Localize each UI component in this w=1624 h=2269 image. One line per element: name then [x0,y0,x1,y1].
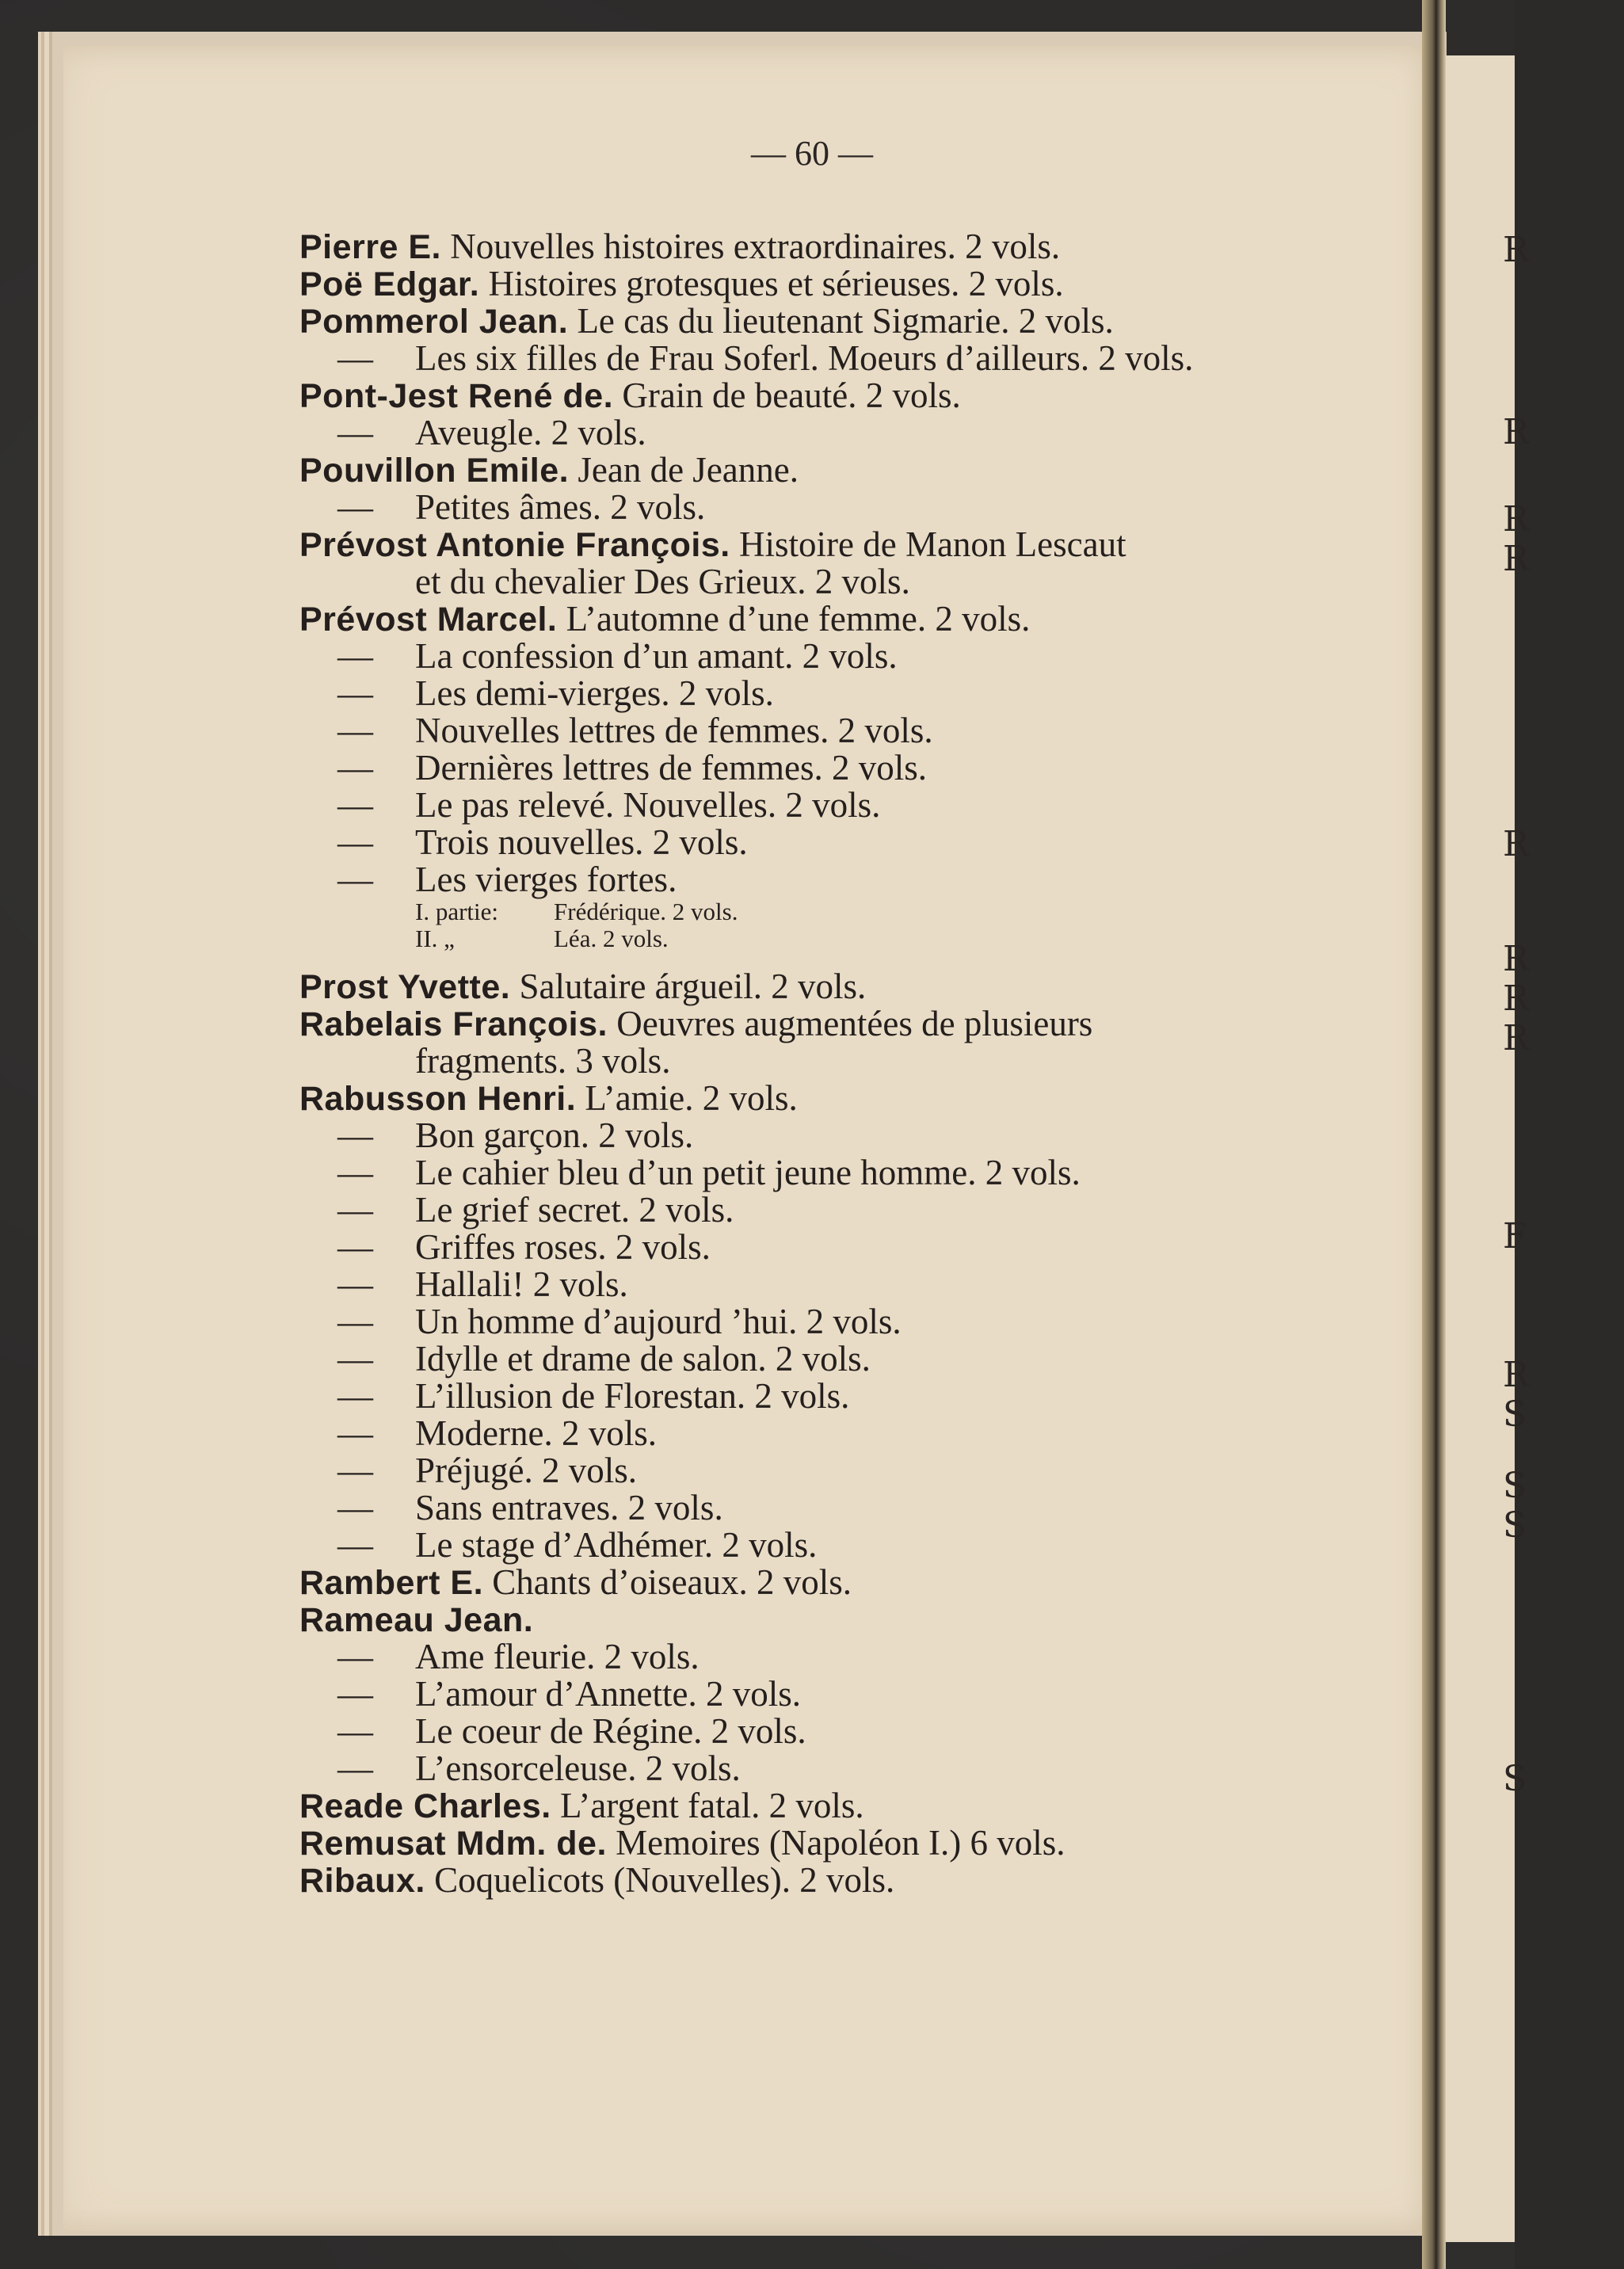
catalog-line [299,1676,1345,1713]
catalog-line [299,712,1345,749]
facing-page-letter: R [1503,1018,1530,1058]
ditto-dash: — [337,1711,373,1751]
work-title: L’amie. 2 vols. [585,1078,798,1118]
continued-title: et du chevalier Des Grieux. 2 vols. [415,562,910,601]
work-title: Le grief secret. 2 vols. [415,1190,734,1230]
work-title: Nouvelles lettres de femmes. 2 vols. [415,711,933,750]
part-label: II. „ [415,925,455,952]
work-title: Sans entraves. 2 vols. [415,1488,723,1527]
work-title: Histoire de Manon Lescaut [739,524,1127,564]
work-title: Le stage d’Adhémer. 2 vols. [415,1525,818,1565]
catalog-line [299,1527,1345,1564]
catalog-line [299,1378,1345,1415]
work-title: Ame fleurie. 2 vols. [415,1637,700,1676]
ditto-dash: — [337,1339,373,1379]
author-name: Prévost Antonie François. [299,526,730,564]
work-title: Bon garçon. 2 vols. [415,1115,694,1155]
catalog-line [299,489,1345,526]
work-title: Le pas relevé. Nouvelles. 2 vols. [415,785,881,825]
ditto-dash: — [337,1190,373,1230]
catalog-line [299,968,1345,1005]
ditto-dash: — [337,1637,373,1676]
catalog-line [299,1750,1345,1787]
facing-page-letter: S [1503,1466,1527,1506]
catalog-line [299,1080,1345,1117]
catalog-line [299,1787,1345,1825]
catalog-line [299,452,1345,489]
catalog-line [299,303,1345,340]
catalog-line [299,1713,1345,1750]
work-title: Les vierges fortes. [415,860,677,899]
catalog-line [299,1564,1345,1601]
facing-page-letter: R [1503,1355,1530,1395]
work-title: Moderne. 2 vols. [415,1413,657,1453]
catalog-line [299,1489,1345,1527]
work-title: L’argent fatal. 2 vols. [559,1786,864,1825]
ditto-dash: — [337,673,373,713]
catalog-line [299,861,1345,898]
facing-page-letter: R [1503,824,1530,864]
catalog-line [299,340,1345,377]
continued-title: fragments. 3 vols. [415,1041,671,1081]
work-title: Le cahier bleu d’un petit jeune homme. 2 vols. [415,1153,1081,1192]
catalog-line [299,526,1345,563]
catalog-line [299,638,1345,675]
author-name: Ribaux. [299,1862,425,1900]
catalog-entries [299,228,1345,1899]
catalog-line [299,1043,1345,1080]
catalog-line [299,377,1345,414]
facing-page-letter: R [1503,978,1530,1019]
ditto-dash: — [337,487,373,527]
ditto-dash: — [337,748,373,787]
ditto-dash: — [337,636,373,676]
ditto-dash: — [337,1451,373,1490]
work-title: Grain de beauté. 2 vols. [622,376,961,415]
work-title: Hallali! 2 vols. [415,1264,628,1304]
author-name: Rambert E. [299,1564,484,1602]
ditto-dash: — [337,822,373,862]
work-title: Histoires grotesques et sérieuses. 2 vols. [488,264,1064,303]
ditto-dash: — [337,1227,373,1267]
work-title: La confession d’un amant. 2 vols. [415,636,898,676]
entry-gap [299,952,1345,968]
catalog-line [299,1005,1345,1043]
catalog-line [299,1601,1345,1638]
ditto-dash: — [337,860,373,899]
part-title: Frédérique. 2 vols. [554,898,738,925]
ditto-dash: — [337,711,373,750]
ditto-dash: — [337,1264,373,1304]
catalog-line [299,265,1345,303]
work-title: Aveugle. 2 vols. [415,413,646,452]
catalog-line [299,787,1345,824]
catalog-line [299,1192,1345,1229]
author-name: Prost Yvette. [299,968,511,1006]
work-title: Petites âmes. 2 vols. [415,487,706,527]
ditto-dash: — [337,1674,373,1714]
author-name: Pommerol Jean. [299,303,569,341]
work-title: Jean de Jeanne. [578,450,799,490]
catalog-line [299,414,1345,452]
author-name: Rabelais François. [299,1005,608,1043]
catalog-line [299,1638,1345,1676]
work-title: Memoires (Napoléon I.) 6 vols. [616,1823,1066,1863]
work-title: Trois nouvelles. 2 vols. [415,822,748,862]
work-title: Chants d’oiseaux. 2 vols. [492,1562,852,1602]
work-title: L’illusion de Florestan. 2 vols. [415,1376,850,1416]
ditto-dash: — [337,413,373,452]
work-title: L’automne d’une femme. 2 vols. [566,599,1031,639]
author-name: Rabusson Henri. [299,1080,577,1118]
ditto-dash: — [337,1115,373,1155]
catalog-line [299,675,1345,712]
author-name: Pierre E. [299,228,441,266]
catalog-line [299,898,1345,925]
facing-page-letter: R [1503,939,1530,979]
author-name: Rameau Jean. [299,1601,534,1639]
author-name: Pouvillon Emile. [299,452,570,490]
work-title: Salutaire árgueil. 2 vols. [519,967,867,1006]
catalog-line [299,1154,1345,1192]
catalog-line [299,1266,1345,1303]
catalog-line [299,1340,1345,1378]
work-title: L’amour d’Annette. 2 vols. [415,1674,802,1714]
work-title: Le coeur de Régine. 2 vols. [415,1711,806,1751]
ditto-dash: — [337,1748,373,1788]
facing-page-letter: R [1503,539,1530,579]
ditto-dash: — [337,785,373,825]
part-title: Léa. 2 vols. [554,925,669,952]
facing-page-letter: R [1503,412,1530,452]
catalog-line [299,1825,1345,1862]
author-name: Remusat Mdm. de. [299,1825,607,1863]
facing-page-letter: S [1503,1505,1527,1546]
catalog-line [299,1229,1345,1266]
work-title: Les six filles de Frau Soferl. Moeurs d’ailleurs. 2 vols. [415,338,1194,378]
ditto-dash: — [337,1525,373,1565]
work-title: Nouvelles histoires extraordinaires. 2 vols. [450,227,1061,266]
author-name: Reade Charles. [299,1787,551,1825]
facing-page-letter: S [1503,1759,1527,1799]
author-name: Prévost Marcel. [299,601,558,639]
author-name: Pont-Jest René de. [299,377,614,415]
catalog-line [299,1415,1345,1452]
facing-page-edge [1446,55,1530,2242]
catalog-line [299,749,1345,787]
catalog-line [299,925,1345,952]
part-label: I. partie: [415,898,499,925]
work-title: Oeuvres augmentées de plusieurs [616,1004,1093,1043]
ditto-dash: — [337,1376,373,1416]
ditto-dash: — [337,1413,373,1453]
work-title: L’ensorceleuse. 2 vols. [415,1748,741,1788]
catalog-line [299,824,1345,861]
work-title: Le cas du lieutenant Sigmarie. 2 vols. [577,301,1114,341]
ditto-dash: — [337,338,373,378]
catalog-line [299,1452,1345,1489]
catalog-line [299,1117,1345,1154]
facing-page-letter: R [1503,499,1530,540]
facing-page-letter: F [1503,1216,1527,1257]
work-title: Coquelicots (Nouvelles). 2 vols. [434,1860,895,1900]
facing-page-letter: R [1503,230,1530,270]
book-gutter [1422,0,1446,2269]
ditto-dash: — [337,1153,373,1192]
work-title: Préjugé. 2 vols. [415,1451,637,1490]
work-title: Griffes roses. 2 vols. [415,1227,711,1267]
work-title: Idylle et drame de salon. 2 vols. [415,1339,871,1379]
ditto-dash: — [337,1302,373,1341]
page-number: — 60 — [751,134,873,173]
work-title: Dernières lettres de femmes. 2 vols. [415,748,928,787]
work-title: Un homme d’aujourd ’hui. 2 vols. [415,1302,902,1341]
catalog-line [299,601,1345,638]
catalog-line [299,228,1345,265]
ditto-dash: — [337,1488,373,1527]
catalog-line [299,1303,1345,1340]
facing-page-letter: S [1503,1394,1527,1435]
catalog-line [299,1862,1345,1899]
author-name: Poë Edgar. [299,265,480,303]
work-title: Les demi-vierges. 2 vols. [415,673,774,713]
catalog-line [299,563,1345,601]
